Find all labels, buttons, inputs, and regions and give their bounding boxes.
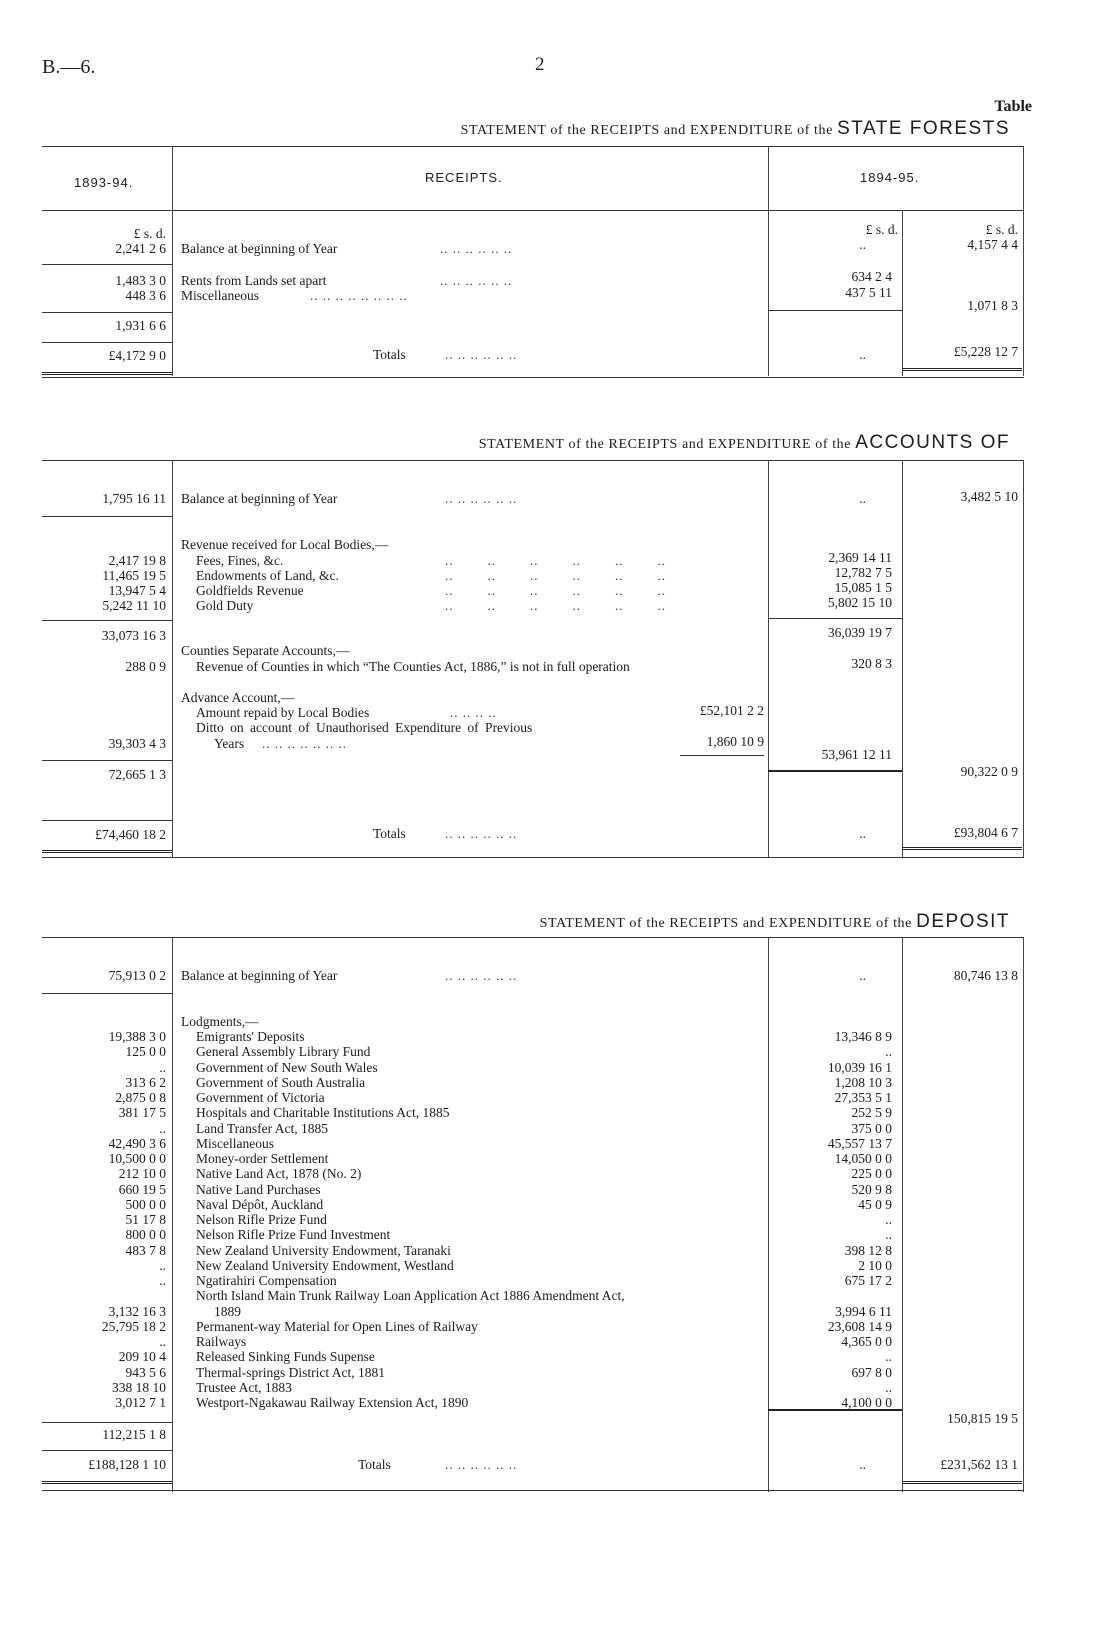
t2-top-rule xyxy=(42,460,1024,461)
t2-balance-1893: 1,795 16 11 xyxy=(102,491,166,506)
t3-subtotal-1893: 112,215 1 8 xyxy=(102,1427,166,1442)
t3-row-rule xyxy=(42,1450,172,1451)
t3-row-label: Thermal-springs District Act, 1881 xyxy=(196,1364,385,1380)
t3-row-1893: 313 6 2 xyxy=(125,1074,166,1090)
t3-row-1894: .. xyxy=(885,1349,892,1365)
t1-total-1894: £5,228 12 7 xyxy=(953,344,1018,359)
t2-subtotal-1893: 72,665 1 3 xyxy=(108,767,166,782)
t3-row-label: Government of South Australia xyxy=(196,1074,366,1090)
t3-row-1894: 697 8 0 xyxy=(851,1364,892,1380)
t2-rev-label: Fees, Fines, &c. xyxy=(196,553,284,568)
t2-balance-label: Balance at beginning of Year xyxy=(181,491,338,506)
t2-row-rule xyxy=(42,620,172,621)
t2-advance-heading: Advance Account,— xyxy=(181,690,295,705)
t3-row-1893: 2,875 0 8 xyxy=(115,1090,166,1105)
t1-currency-left: £ s. d. xyxy=(133,226,166,241)
t2-leader-dots: .. .. .. .. .. .. xyxy=(445,826,518,841)
t3-row-1894: 45 0 9 xyxy=(858,1196,892,1212)
t3-lodgments-heading: Lodgments,— xyxy=(181,1014,259,1029)
t1-misc-label: Miscellaneous xyxy=(181,288,259,303)
t3-row-1894: 675 17 2 xyxy=(844,1273,892,1288)
t3-row-1893: 338 18 10 xyxy=(112,1379,166,1395)
t3-row-label: Native Land Purchases xyxy=(196,1181,321,1197)
t2-vline xyxy=(172,460,173,858)
t3-balance-col1: .. xyxy=(859,968,866,983)
t3-row-label: General Assembly Library Fund xyxy=(196,1044,371,1060)
t1-row-rule xyxy=(42,312,172,313)
t3-row-1893: 483 7 8 xyxy=(125,1242,166,1258)
t3-vline xyxy=(902,937,903,1492)
t1-balance-col1: .. xyxy=(859,237,866,252)
t2-rev-1893: 2,417 19 8 xyxy=(108,553,166,568)
t1-header-year-right: 1894-95. xyxy=(860,170,920,185)
t3-bottom-rule xyxy=(42,1490,1024,1491)
t3-row-1894: 23,608 14 9 xyxy=(827,1318,892,1334)
t2-leader-dots: .. .. .. .. xyxy=(450,705,497,720)
t3-row-1893: 209 10 4 xyxy=(118,1349,166,1365)
t3-top-rule xyxy=(42,937,1024,938)
t3-total-1894: £231,562 13 1 xyxy=(940,1457,1018,1472)
t2-title-prefix: STATEMENT of the RECEIPTS and EXPENDITURE of the xyxy=(478,437,852,452)
t3-row-1893: 42,490 3 6 xyxy=(108,1135,166,1151)
t3-row-1893: .. xyxy=(159,1257,166,1273)
t3-row-label: Government of Victoria xyxy=(196,1090,325,1105)
t3-row-label: Government of New South Wales xyxy=(196,1059,378,1075)
t3-row-1894: 14,050 0 0 xyxy=(834,1151,892,1166)
t1-total-rule xyxy=(42,372,172,375)
t2-counties-1893: 288 0 9 xyxy=(125,659,166,674)
t2-total-rule xyxy=(902,847,1022,850)
t1-rents-1894: 634 2 4 xyxy=(851,269,892,284)
t2-leader-dots: .. .. .. .. .. .. .. xyxy=(262,736,347,751)
t2-revenue-subtotal-1894: 36,039 19 7 xyxy=(827,625,892,640)
t3-row-1894: 27,353 5 1 xyxy=(834,1090,892,1105)
t2-subtotal-1894: 90,322 0 9 xyxy=(960,764,1018,779)
t2-leader-dots: .. .. .. .. .. .. xyxy=(445,491,518,506)
t3-row-1894: 10,039 16 1 xyxy=(827,1059,892,1075)
t2-row-rule xyxy=(42,820,172,821)
t2-totals-label: Totals xyxy=(373,826,406,841)
t3-row-1894: 375 0 0 xyxy=(851,1120,892,1136)
t3-title-big: DEPOSIT xyxy=(916,911,1010,932)
t3-balance-1894: 80,746 13 8 xyxy=(953,968,1018,983)
t3-total-rule xyxy=(42,1481,172,1484)
t2-vline xyxy=(768,460,769,858)
t1-rents-1893: 1,483 3 0 xyxy=(115,273,166,288)
t3-title xyxy=(540,911,1010,933)
t1-row-rule xyxy=(768,310,902,311)
t2-rev-label: Endowments of Land, &c. xyxy=(196,568,339,583)
table-label: Table xyxy=(994,98,1032,115)
t3-row-1893: 10,500 0 0 xyxy=(108,1151,166,1166)
t1-balance-1893: 2,241 2 6 xyxy=(115,241,166,256)
document-reference: B.—6. xyxy=(42,56,96,78)
t3-row-label: Ngatirahiri Compensation xyxy=(196,1273,337,1288)
t2-counties-1894: 320 8 3 xyxy=(851,656,892,671)
t3-row-1893: .. xyxy=(159,1059,166,1075)
t2-rev-1893: 5,242 11 10 xyxy=(102,598,166,613)
t2-row-rule xyxy=(768,618,902,619)
t1-bottom-rule xyxy=(42,377,1024,378)
t2-rev-1894: 5,802 15 10 xyxy=(827,595,892,610)
t1-row-rule xyxy=(42,342,172,343)
t3-row-1893: 3,012 7 1 xyxy=(115,1395,166,1410)
t2-row-rule xyxy=(768,770,902,772)
t3-row-rule xyxy=(768,1409,902,1411)
page-number: 2 xyxy=(535,54,545,75)
t1-header-rule xyxy=(42,210,1024,211)
t3-row-1894: .. xyxy=(885,1227,892,1243)
t2-title-big: ACCOUNTS OF xyxy=(855,432,1010,453)
t3-row-label: Native Land Act, 1878 (No. 2) xyxy=(196,1166,362,1182)
t3-row-1893: .. xyxy=(159,1334,166,1349)
t2-revenue-subtotal-1893: 33,073 16 3 xyxy=(101,628,166,643)
t3-row-label: Nelson Rifle Prize Fund Investment xyxy=(196,1227,391,1243)
t2-advance-1894: 53,961 12 11 xyxy=(821,747,892,762)
t1-vline xyxy=(172,146,173,376)
t3-row-1894: 13,346 8 9 xyxy=(834,1029,892,1044)
t2-advance-repaid-amount: £52,101 2 2 xyxy=(699,703,764,718)
t2-bottom-rule xyxy=(42,857,1024,858)
t1-misc-1894: 437 5 11 xyxy=(845,285,892,300)
t1-header-receipts: RECEIPTS. xyxy=(425,170,503,185)
t2-rev-label: Gold Duty xyxy=(196,598,254,613)
t1-title-prefix: STATEMENT of the RECEIPTS and EXPENDITURE of the xyxy=(460,123,833,138)
t3-row-label: 1889 xyxy=(214,1303,241,1319)
t1-balance-label: Balance at beginning of Year xyxy=(181,241,338,256)
t3-row-label: Permanent-way Material for Open Lines of Railway xyxy=(196,1318,478,1334)
t2-row-rule xyxy=(42,760,172,761)
t2-advance-ditto-label: Ditto on account of Unauthorised Expenditure of Previous xyxy=(196,720,533,735)
t2-row-rule xyxy=(42,516,172,517)
t3-row-1893: 381 17 5 xyxy=(118,1105,166,1121)
t3-row-1894: 252 5 9 xyxy=(851,1105,892,1121)
t3-row-1893: 212 10 0 xyxy=(118,1166,166,1182)
t2-total-rule xyxy=(42,850,172,853)
t3-row-1894: 45,557 13 7 xyxy=(827,1135,892,1151)
t3-row-1894: .. xyxy=(885,1044,892,1060)
t3-leader-dots: .. .. .. .. .. .. xyxy=(445,1457,518,1472)
t2-rev-1894: 12,782 7 5 xyxy=(834,565,892,580)
t1-rents-label: Rents from Lands set apart xyxy=(181,273,327,288)
t1-vline xyxy=(902,210,903,376)
t2-advance-ditto-amount: 1,860 10 9 xyxy=(706,734,764,749)
t2-rev-1894: 2,369 14 11 xyxy=(828,550,892,565)
t3-row-1893: 51 17 8 xyxy=(125,1212,166,1227)
t3-leader-dots: .. .. .. .. .. .. xyxy=(445,968,518,983)
t1-vline xyxy=(768,146,769,376)
t3-row-1894: 520 9 8 xyxy=(851,1181,892,1197)
t3-row-1893: 943 5 6 xyxy=(125,1364,166,1380)
t1-misc-1893: 448 3 6 xyxy=(125,288,166,303)
t2-vline xyxy=(902,460,903,858)
t2-counties-heading: Counties Separate Accounts,— xyxy=(181,643,350,658)
t3-row-label: Miscellaneous xyxy=(196,1135,274,1151)
t3-vline xyxy=(172,937,173,1492)
t3-row-label: Hospitals and Charitable Institutions Act, 1885 xyxy=(196,1105,450,1121)
t3-row-1894: 225 0 0 xyxy=(851,1166,892,1182)
t1-currency-col2: £ s. d. xyxy=(985,222,1018,237)
t1-total-1893: £4,172 9 0 xyxy=(108,348,166,363)
t1-leader-dots: .. .. .. .. .. .. xyxy=(440,241,513,256)
t2-leader-dots: .. .. .. .. .. .. .. .. .. .. .. .. .. .. .. .. .. .. .. .. .. .. .. .. xyxy=(445,553,666,613)
t2-advance-years-label: Years xyxy=(214,736,245,751)
t3-row-rule xyxy=(42,1422,172,1423)
t3-vline xyxy=(1023,937,1024,1492)
t1-row-rule xyxy=(42,264,172,265)
t2-advance-repaid-label: Amount repaid by Local Bodies xyxy=(196,705,370,720)
t2-row-rule xyxy=(680,755,764,756)
t1-top-rule xyxy=(42,146,1024,147)
t2-total-col1: .. xyxy=(859,826,866,841)
t3-row-label: Land Transfer Act, 1885 xyxy=(196,1120,328,1136)
t2-balance-col1: .. xyxy=(859,491,866,506)
t2-total-1894: £93,804 6 7 xyxy=(953,825,1018,840)
t3-row-1894: 4,365 0 0 xyxy=(841,1334,892,1349)
t3-row-rule xyxy=(42,993,172,994)
t3-row-1894: 1,208 10 3 xyxy=(834,1074,892,1090)
t2-advance-1893: 39,303 4 3 xyxy=(108,736,166,751)
t2-rev-label: Goldfields Revenue xyxy=(196,583,304,598)
t3-row-1894: 2 10 0 xyxy=(858,1257,892,1273)
t3-subtotal-1894: 150,815 19 5 xyxy=(947,1411,1018,1426)
t3-row-1893: 500 0 0 xyxy=(125,1196,166,1212)
t3-row-label: Railways xyxy=(196,1334,247,1349)
t1-header-year-left: 1893-94. xyxy=(74,175,134,190)
t2-counties-label: Revenue of Counties in which “The Counties Act, 1886,” is not in full operation xyxy=(196,659,630,674)
t3-total-col1: .. xyxy=(859,1457,866,1472)
t3-row-label: Money-order Settlement xyxy=(196,1151,329,1166)
t2-balance-1894: 3,482 5 10 xyxy=(960,489,1018,504)
t1-leader-dots: .. .. .. .. .. .. xyxy=(440,273,513,288)
t3-row-label: Released Sinking Funds Supense xyxy=(196,1349,375,1365)
t3-row-label: New Zealand University Endowment, Westland xyxy=(196,1257,454,1273)
t3-row-label: New Zealand University Endowment, Taranaki xyxy=(196,1242,451,1258)
t3-title-prefix: STATEMENT of the RECEIPTS and EXPENDITURE of the xyxy=(539,916,912,931)
t2-revenue-heading: Revenue received for Local Bodies,— xyxy=(181,537,389,552)
t3-row-label: North Island Main Trunk Railway Loan Application Act 1886 Amendment Act, xyxy=(196,1288,625,1304)
t2-vline xyxy=(1023,460,1024,858)
t3-row-1893: 800 0 0 xyxy=(125,1227,166,1243)
t3-totals-label: Totals xyxy=(358,1457,391,1472)
t1-balance-1894: 4,157 4 4 xyxy=(967,237,1018,252)
t3-balance-label: Balance at beginning of Year xyxy=(181,968,338,983)
t1-leader-dots: .. .. .. .. .. .. xyxy=(445,347,518,362)
t2-rev-1893: 11,465 19 5 xyxy=(102,568,166,583)
t2-title xyxy=(479,432,1010,454)
t3-total-rule xyxy=(902,1481,1022,1484)
t3-balance-1893: 75,913 0 2 xyxy=(108,968,166,983)
t1-vline xyxy=(1023,146,1024,376)
t1-currency-col1: £ s. d. xyxy=(865,222,898,237)
t3-row-1894: .. xyxy=(885,1379,892,1395)
t3-row-1894: 3,994 6 11 xyxy=(835,1303,892,1319)
t1-subtotal-1893: 1,931 6 6 xyxy=(115,318,166,333)
t3-row-label: Nelson Rifle Prize Fund xyxy=(196,1212,327,1227)
t1-title xyxy=(461,118,1010,140)
t3-row-1893: .. xyxy=(159,1273,166,1288)
t3-row-1893: 19,388 3 0 xyxy=(108,1029,166,1044)
t3-row-1893: 3,132 16 3 xyxy=(108,1303,166,1319)
t3-row-1894: 398 12 8 xyxy=(844,1242,892,1258)
t3-total-1893: £188,128 1 10 xyxy=(88,1457,166,1472)
t3-row-label: Emigrants' Deposits xyxy=(196,1029,305,1044)
t3-row-1893: 25,795 18 2 xyxy=(101,1318,166,1334)
t3-row-1894: .. xyxy=(885,1212,892,1227)
t1-subtotal-1894: 1,071 8 3 xyxy=(967,298,1018,313)
t2-rev-1894: 15,085 1 5 xyxy=(834,580,892,595)
t3-row-label: Naval Dépôt, Auckland xyxy=(196,1196,324,1212)
t3-row-1893: .. xyxy=(159,1120,166,1136)
t1-total-col1: .. xyxy=(859,347,866,362)
t1-totals-label: Totals xyxy=(373,347,406,362)
t3-row-1893: 125 0 0 xyxy=(125,1044,166,1060)
t1-title-big: STATE FORESTS xyxy=(837,118,1010,139)
t3-row-label: Westport-Ngakawau Railway Extension Act, 1890 xyxy=(196,1395,469,1410)
t3-row-1894: 4,100 0 0 xyxy=(841,1395,892,1410)
t1-leader-dots: .. .. .. .. .. .. .. .. xyxy=(310,288,408,303)
t3-row-label: Trustee Act, 1883 xyxy=(196,1379,292,1395)
t2-rev-1893: 13,947 5 4 xyxy=(108,583,166,598)
t2-total-1893: £74,460 18 2 xyxy=(95,827,166,842)
t1-total-rule xyxy=(902,368,1022,371)
t3-row-1893: 660 19 5 xyxy=(118,1181,166,1197)
